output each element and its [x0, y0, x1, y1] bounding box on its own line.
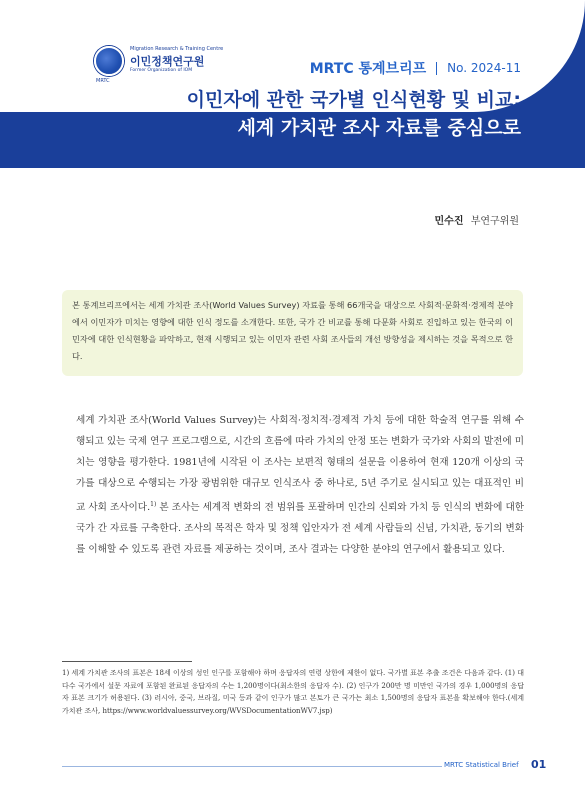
author-role: 부연구위원: [470, 216, 519, 227]
brief-header: [310, 58, 521, 78]
page-number: 01: [531, 758, 547, 771]
footnote-ref[interactable]: 1): [150, 501, 157, 508]
footer-label: MRTC Statistical Brief: [444, 761, 519, 769]
issue-number: No. 2024-11: [447, 61, 521, 75]
footnote-text: 1) 세계 가치관 조사의 표본은 18세 이상의 성인 인구를 포함해야 하며 응답자의 연령 상한에 제한이 없다. 국가별 표본 추출 조건은 다음과 같다. (1) 대다수 국가에서 설문 자료에 포함된 완료된 응답자의 수는 1,200명이다(최소한의 응답자 수). (2) 인구가 200만 명 미만인 국가의 경우 1,000명의 응답자 표본 크기가 허용된다. (3) 러시아, 중국, 브라질, 미국 등과 같이 인구가 많고 본토가 큰 국가는 최소 1,500명의 응답자 표본을 확보해야 한다.(세계 가치관 조사, https://www.worldvaluessurvey.org/WVSDocumentationWV7.jsp): [62, 669, 524, 715]
body-paragraph: [62, 410, 524, 560]
footnote-divider: [62, 661, 192, 662]
author-name: 민수진: [434, 216, 464, 227]
brief-separator: [436, 62, 437, 75]
title-line-2: 세계 가치관 조사 자료를 중심으로: [237, 117, 521, 139]
title-line-1: 이민자에 관한 국가별 인식현황 및 비교:: [186, 89, 521, 111]
logo-badge: MRTC: [96, 78, 110, 84]
logo-org-en: Migration Research & Training Centre: [130, 46, 224, 52]
summary-text: 본 통계브리프에서는 세계 가치관 조사(World Values Survey) 자료를 통해 66개국을 대상으로 사회적·문화적·경제적 분야에서 이민자가 미치는 영향에 대한 인식 정도를 소개한다. 또한, 국가 간 비교를 통해 다문화 사회로 진입하고 있는 한국의 이민자에 대한 인식현황을 파악하고, 현재 시행되고 있는 이민자 관련 사회 조사들의 개선 방향성을 제시하는 것을 목적으로 한다.: [72, 300, 513, 361]
body-text-part-2: 본 조사는 세계적 변화의 전 범위를 포괄하며 인간의 신뢰와 가치 등 인식의 변화에 대한 국가 간 자료를 구축한다. 조사의 목적은 학자 및 정책 입안자가 전 세계 사람들의 신념, 가치관, 동기의 변화를 이해할 수 있도록 관련 자료를 제공하는 것이며, 조사 결과는 다양한 분야의 연구에서 활용되고 있다.: [76, 502, 524, 556]
body-text-part-1: 세계 가치관 조사(World Values Survey)는 사회적·정치적·경제적 가치 등에 대한 학술적 연구를 위해 수행되고 있는 국제 연구 프로그램으로, 시간의 흐름에 따라 가치의 안정 또는 변화가 국가와 사회의 발전에 미치는 영향을 평가한다. 1981년에 시작된 이 조사는 보편적 형태의 설문을 이용하여 현재 120개 이상의 국가를 대상으로 수행되는 가장 광범위한 대규모 인식조사 중 하나로, 5년 주기로 실시되고 있는 대표적인 비교 사회 조사이다.: [76, 415, 524, 514]
mrtc-logo: [94, 44, 224, 84]
globe-icon: [94, 46, 124, 76]
author-line: [435, 212, 519, 227]
page-title: [187, 86, 521, 142]
brief-name: MRTC 통계브리프: [309, 61, 427, 77]
summary-box: [62, 290, 523, 376]
logo-org-sub: Former Organization of IOM: [130, 68, 193, 73]
footer-divider: [62, 766, 442, 767]
logo-org-ko: 이민정책연구원: [130, 55, 205, 68]
